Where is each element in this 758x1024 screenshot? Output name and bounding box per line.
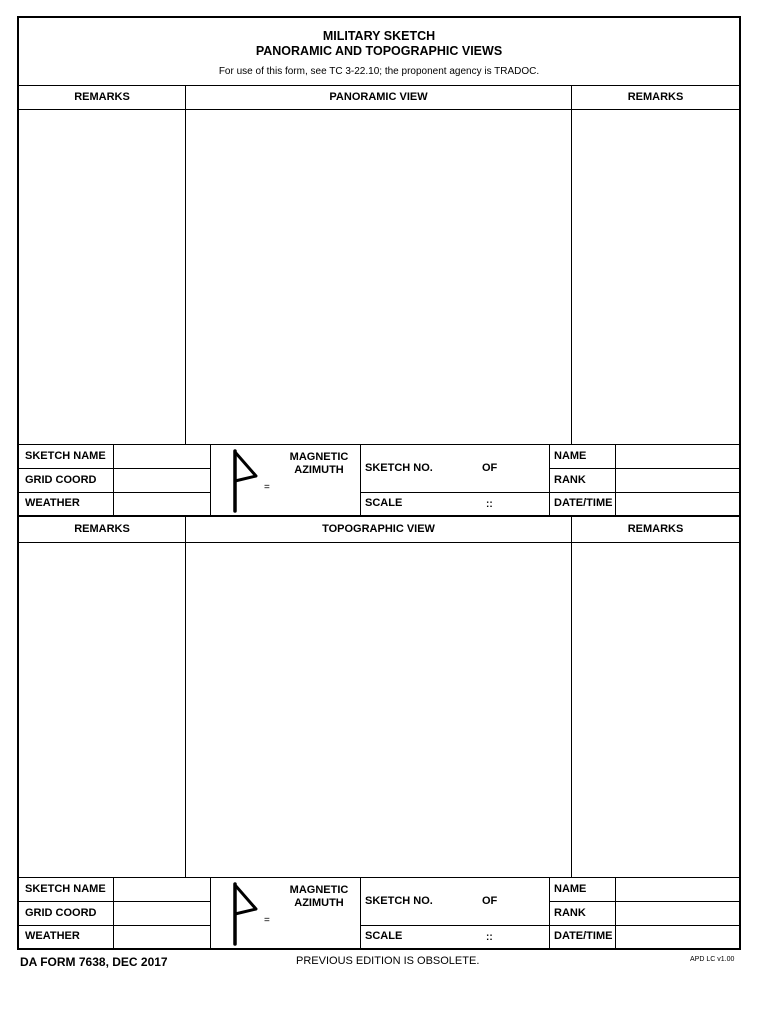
form-title: MILITARY SKETCH — [322, 29, 436, 43]
panoramic-view-area[interactable] — [186, 110, 571, 444]
grid-coord-label: GRID COORD — [25, 907, 97, 919]
datetime-field[interactable] — [616, 493, 739, 515]
azimuth-equals: = — [264, 482, 270, 493]
topographic-remarks-left-area[interactable] — [20, 543, 185, 877]
sketch-name-label: SKETCH NAME — [25, 883, 106, 895]
magnetic-azimuth-field[interactable] — [268, 478, 356, 500]
divider — [210, 878, 211, 948]
divider — [19, 515, 739, 517]
remarks-left-header: REMARKS — [74, 523, 130, 535]
topographic-view-header: TOPOGRAPHIC VIEW — [322, 523, 435, 535]
of-label: OF — [482, 462, 498, 474]
magnetic-north-arrow-icon — [228, 881, 260, 947]
remarks-right-header: REMARKS — [627, 523, 684, 535]
magnetic-label: MAGNETIC — [289, 884, 349, 896]
sketch-name-field[interactable] — [114, 878, 210, 901]
rank-label: RANK — [554, 474, 586, 486]
magnetic-azimuth-field[interactable] — [268, 911, 356, 933]
divider — [19, 85, 739, 86]
weather-label: WEATHER — [25, 930, 80, 942]
name-field[interactable] — [616, 445, 739, 468]
sketch-name-field[interactable] — [114, 445, 210, 468]
form-instructions: For use of this form, see TC 3-22.10; the proponent agency is TRADOC. — [218, 66, 540, 77]
topographic-view-area[interactable] — [186, 543, 571, 877]
datetime-label: DATE/TIME — [554, 497, 613, 509]
scale-label: SCALE — [365, 497, 403, 509]
sketch-no-field[interactable] — [430, 446, 480, 490]
magnetic-north-arrow-icon — [228, 448, 260, 514]
of-label: OF — [482, 895, 498, 907]
scale-label: SCALE — [365, 930, 403, 942]
remarks-right-header: REMARKS — [627, 91, 684, 103]
azimuth-label: AZIMUTH — [294, 464, 344, 476]
rank-label: RANK — [554, 907, 586, 919]
scale-separator: :: — [486, 932, 493, 943]
sketch-of-field[interactable] — [500, 446, 547, 490]
scale-to-field[interactable] — [496, 926, 548, 947]
name-label: NAME — [554, 450, 587, 462]
divider — [360, 445, 361, 516]
weather-label: WEATHER — [25, 497, 80, 509]
form-subtitle: PANORAMIC AND TOPOGRAPHIC VIEWS — [255, 44, 503, 58]
rank-field[interactable] — [616, 902, 739, 925]
panoramic-remarks-left-area[interactable] — [20, 110, 185, 444]
version-label: APD LC v1.00 — [690, 956, 735, 963]
divider — [210, 445, 211, 516]
edition-note: PREVIOUS EDITION IS OBSOLETE. — [296, 955, 480, 967]
magnetic-label: MAGNETIC — [289, 451, 349, 463]
scale-from-field[interactable] — [410, 493, 484, 515]
datetime-field[interactable] — [616, 926, 739, 947]
sketch-name-label: SKETCH NAME — [25, 450, 106, 462]
grid-coord-label: GRID COORD — [25, 474, 97, 486]
scale-from-field[interactable] — [410, 926, 484, 947]
weather-field[interactable] — [114, 493, 210, 515]
sketch-no-label: SKETCH NO. — [365, 462, 433, 474]
remarks-left-header: REMARKS — [74, 91, 130, 103]
sketch-no-field[interactable] — [430, 879, 480, 923]
name-label: NAME — [554, 883, 587, 895]
grid-coord-field[interactable] — [114, 902, 210, 925]
divider — [549, 445, 550, 516]
name-field[interactable] — [616, 878, 739, 901]
azimuth-equals: = — [264, 915, 270, 926]
topographic-remarks-right-area[interactable] — [572, 543, 739, 877]
scale-separator: :: — [486, 499, 493, 510]
panoramic-remarks-right-area[interactable] — [572, 110, 739, 444]
divider — [549, 878, 550, 948]
scale-to-field[interactable] — [496, 493, 548, 515]
divider — [360, 878, 361, 948]
sketch-of-field[interactable] — [500, 879, 547, 923]
weather-field[interactable] — [114, 926, 210, 947]
azimuth-label: AZIMUTH — [294, 897, 344, 909]
panoramic-view-header: PANORAMIC VIEW — [329, 91, 428, 103]
grid-coord-field[interactable] — [114, 469, 210, 492]
sketch-no-label: SKETCH NO. — [365, 895, 433, 907]
datetime-label: DATE/TIME — [554, 930, 613, 942]
form-number: DA FORM 7638, DEC 2017 — [20, 955, 168, 969]
rank-field[interactable] — [616, 469, 739, 492]
